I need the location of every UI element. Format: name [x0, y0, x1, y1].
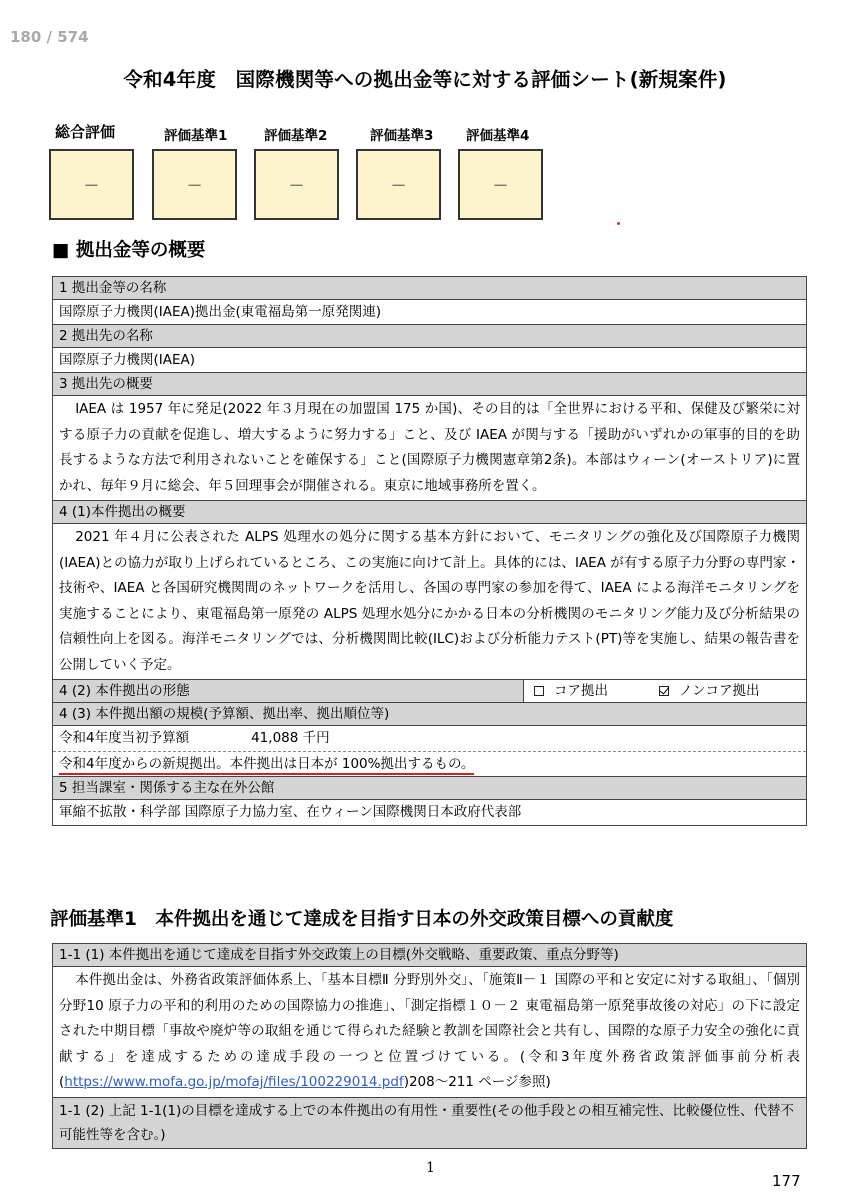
s43-note-row — [53, 752, 806, 777]
noncore-checkbox-icon[interactable] — [659, 686, 669, 696]
s1-header: 1 拠出金等の名称 — [53, 277, 806, 300]
criterion4-box: － — [458, 149, 543, 220]
s5-header: 5 担当課室・関係する主な在外公館 — [53, 777, 806, 800]
core-option[interactable] — [534, 680, 659, 702]
criterion2-label: 評価基準2 — [264, 128, 328, 144]
noncore-option[interactable] — [659, 680, 759, 702]
book-page-number: 177 — [772, 1172, 801, 1190]
s1-value: 国際原子力機関(IAEA)拠出金(東電福島第一原発関連) — [53, 300, 806, 325]
core-option-label: コア拠出 — [554, 683, 608, 699]
criterion1-label: 評価基準1 — [164, 128, 228, 144]
c11-link[interactable]: https://www.mofa.go.jp/mofaj/files/100229014.pdf — [64, 1074, 404, 1090]
overview-heading: ■ 拠出金等の概要 — [52, 240, 206, 261]
s3-header: 3 拠出先の概要 — [53, 373, 806, 396]
criteria1-heading: 評価基準1 本件拠出を通じて達成を目指す日本の外交政策目標への貢献度 — [50, 909, 674, 930]
overall-eval-box: － — [49, 149, 134, 220]
s43-budget-row — [53, 726, 806, 752]
c12-header: 1-1 (2) 上記 1-1(1)の目標を達成する上での本件拠出の有用性・重要性(その他手段との相互補完性、比較優位性、代替不可能性等を含む。) — [53, 1098, 806, 1148]
s42-header: 4 (2) 本件拠出の形態 — [53, 680, 524, 702]
s42-row — [53, 680, 806, 703]
doc-page-number: 1 — [426, 1160, 435, 1176]
overview-table — [52, 276, 807, 826]
criterion4-label: 評価基準4 — [466, 128, 530, 144]
overall-eval-label: 総合評価 — [55, 123, 116, 141]
page-counter: 180 / 574 — [10, 28, 89, 46]
s2-header: 2 拠出先の名称 — [53, 325, 806, 348]
s42-options — [524, 680, 806, 702]
c11-suffix: )208～211 ページ参照) — [403, 1074, 551, 1090]
c11-text: 本件拠出金は、外務省政策評価体系上、「基本目標Ⅱ 分野別外交」、「施策Ⅱ－１ 国際の平和と安定に対する取組」、「個別分野10 原子力の平和的利用のための国際協力の推進」、「測定指標１０－２ 東電福島第一原発事故後の対応」の下に設定された中期目標「事故や廃炉等の取組を通じて得られた経験と教訓を国際社会と共有し、国際的な原子力安全の強化に貢献する」を達成するための達成手段の一つと位置づけている。(令和3年度外務省政策評価事前分析表( — [59, 972, 800, 1090]
criterion1-box: － — [152, 149, 237, 220]
s3-value: IAEA は 1957 年に発足(2022 年３月現在の加盟国 175 か国)、その目的は「全世界における平和、保健及び繁栄に対する原子力の貢献を促進し、増大するように努力する」こと、及び IAEA が関与する「援助がいずれかの軍事的目的を助長するような方法で利用されないことを確保する」こと(国際原子力機関憲章第2条)。本部はウィーン(オーストリア)に置かれ、毎年９月に総会、年５回理事会が開催される。東京に地域事務所を置く。 — [53, 396, 806, 501]
criterion3-label: 評価基準3 — [370, 128, 434, 144]
criteria1-table — [52, 943, 807, 1149]
red-dot-mark — [617, 222, 620, 225]
s41-header: 4 (1)本件拠出の概要 — [53, 501, 806, 524]
s2-value: 国際原子力機関(IAEA) — [53, 348, 806, 373]
core-checkbox-icon[interactable] — [534, 686, 544, 696]
budget-label: 令和4年度当初予算額 — [59, 730, 190, 746]
c11-body — [53, 967, 806, 1098]
s5-value: 軍縮不拡散・科学部 国際原子力協力室、在ウィーン国際機関日本政府代表部 — [59, 804, 522, 820]
page-title: 令和4年度 国際機関等への拠出金等に対する評価シート(新規案件) — [123, 68, 727, 91]
noncore-option-label: ノンコア拠出 — [679, 683, 760, 699]
criterion2-box: － — [254, 149, 339, 220]
criterion3-box: － — [356, 149, 441, 220]
s43-header: 4 (3) 本件拠出額の規模(予算額、拠出率、拠出順位等) — [53, 703, 806, 726]
s41-value: 2021 年４月に公表された ALPS 処理水の処分に関する基本方針において、モニタリングの強化及び国際原子力機関(IAEA)との協力が取り上げられているところ、この実施に向けて計上。具体的には、IAEA が有する原子力分野の専門家・技術や、IAEA と各国研究機関間のネットワークを活用し、各国の専門家の参加を得て、IAEA による海洋モニタリングを実施することにより、東電福島第一原発の ALPS 処理水処分にかかる日本の分析機関のモニタリング能力及び分析結果の信頼性向上を図る。海洋モニタリングでは、分析機関間比較(ILC)および分析能力テスト(PT)等を実施し、結果の報告書を公開していく予定。 — [53, 524, 806, 680]
s43-note: 令和4年度からの新規拠出。本件拠出は日本が 100%拠出するもの。 — [59, 756, 474, 775]
budget-value: 41,088 千円 — [251, 730, 330, 746]
c11-header: 1-1 (1) 本件拠出を通じて達成を目指す外交政策上の目標(外交戦略、重要政策、重点分野等) — [53, 944, 806, 967]
